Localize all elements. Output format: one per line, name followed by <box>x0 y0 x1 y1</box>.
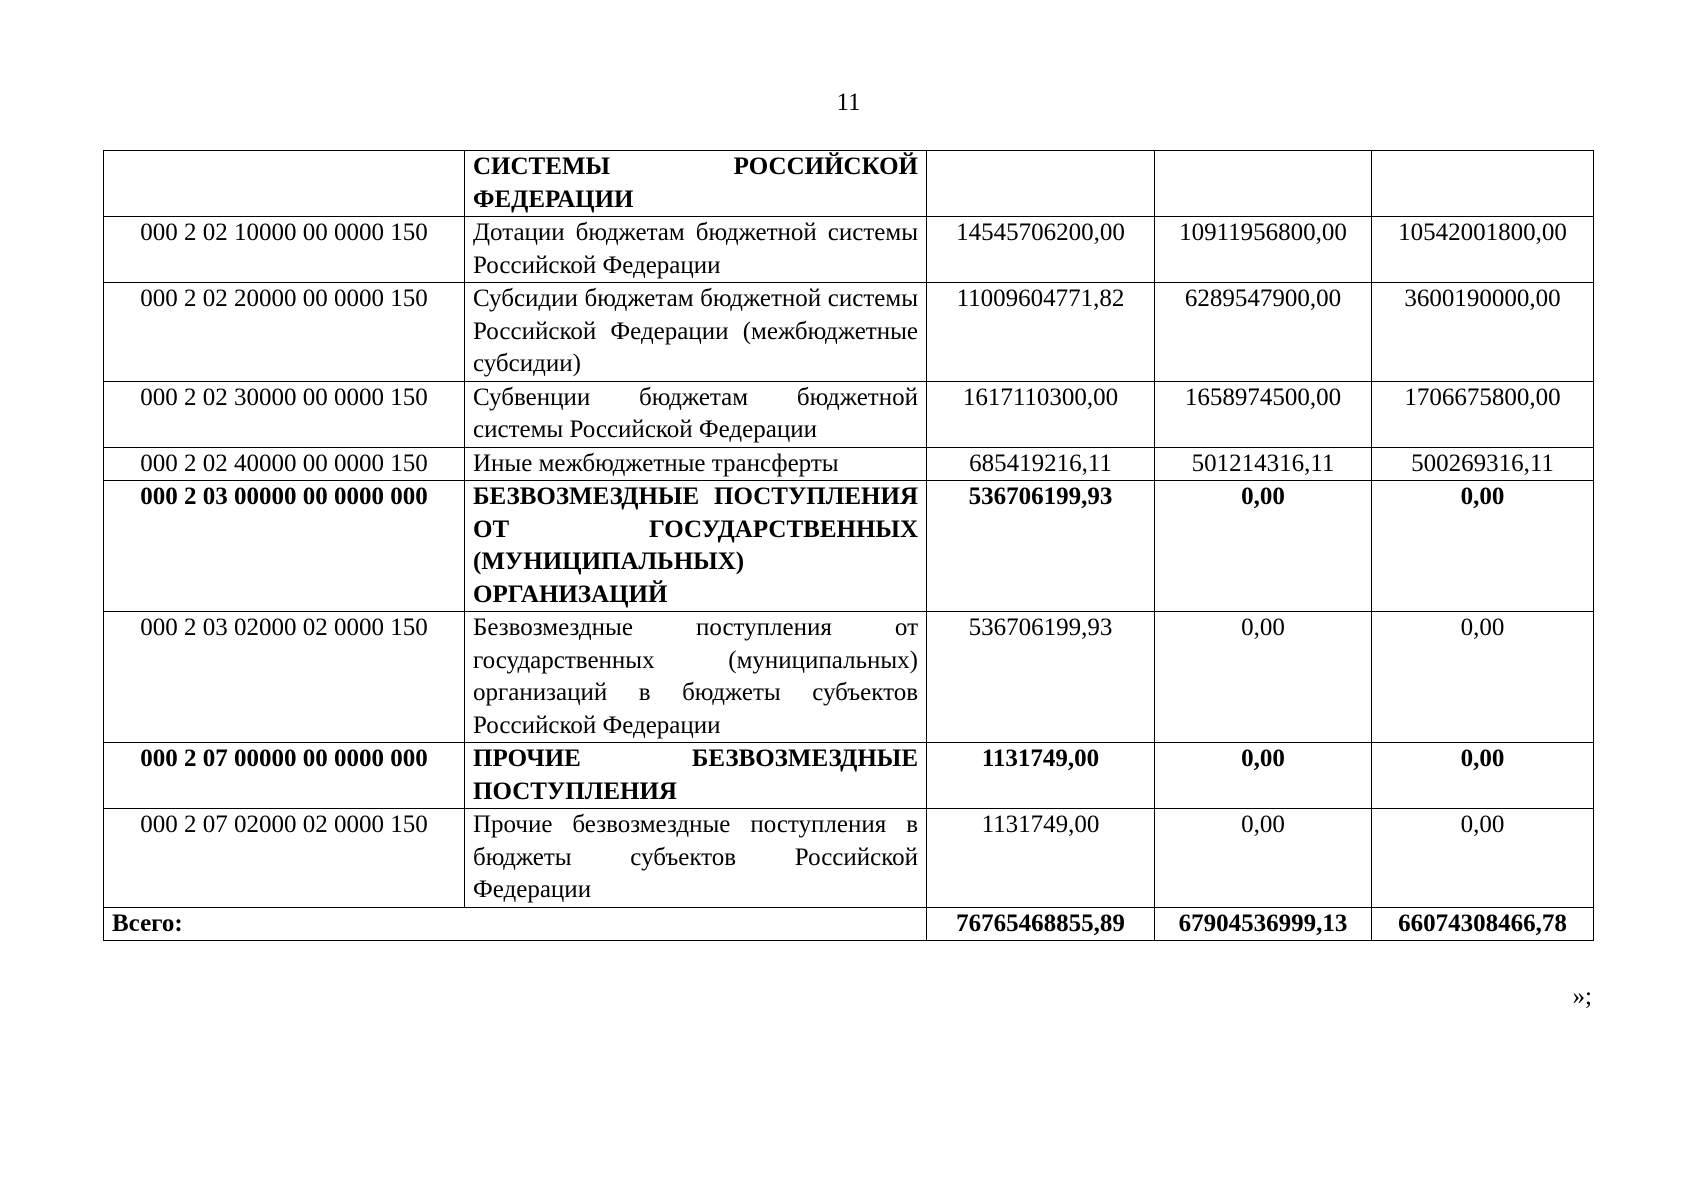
table-row <box>104 481 1594 612</box>
budget-code: 000 2 07 00000 00 0000 000 <box>104 743 465 809</box>
table-row <box>104 743 1594 809</box>
budget-code: 000 2 03 00000 00 0000 000 <box>104 481 465 612</box>
amount-year-1: 685419216,11 <box>927 447 1155 481</box>
amount-year-1: 1131749,00 <box>927 743 1155 809</box>
revenue-name: Иные межбюджетные трансферты <box>465 447 927 481</box>
amount-year-1: 1617110300,00 <box>927 381 1155 447</box>
total-year-2: 67904536999,13 <box>1155 907 1372 941</box>
amount-year-2: 1658974500,00 <box>1155 381 1372 447</box>
budget-code: 000 2 02 40000 00 0000 150 <box>104 447 465 481</box>
amount-year-1: 536706199,93 <box>927 481 1155 612</box>
amount-year-2: 0,00 <box>1155 481 1372 612</box>
amount-year-3: 0,00 <box>1372 481 1594 612</box>
budget-code: 000 2 07 02000 02 0000 150 <box>104 809 465 908</box>
budget-code: 000 2 03 02000 02 0000 150 <box>104 612 465 743</box>
closing-quote-mark: »; <box>1572 983 1592 1010</box>
budget-code <box>104 151 465 217</box>
total-row <box>104 907 1594 941</box>
amount-year-3: 3600190000,00 <box>1372 283 1594 382</box>
total-label: Всего: <box>104 907 927 941</box>
table-row <box>104 809 1594 908</box>
amount-year-2: 0,00 <box>1155 612 1372 743</box>
amount-year-1: 536706199,93 <box>927 612 1155 743</box>
page-number: 11 <box>836 89 861 116</box>
amount-year-3: 500269316,11 <box>1372 447 1594 481</box>
budget-revenue-table <box>103 150 1594 941</box>
amount-year-1: 11009604771,82 <box>927 283 1155 382</box>
amount-year-1: 14545706200,00 <box>927 217 1155 283</box>
amount-year-3: 0,00 <box>1372 809 1594 908</box>
amount-year-2: 10911956800,00 <box>1155 217 1372 283</box>
amount-year-2: 0,00 <box>1155 743 1372 809</box>
table-row <box>104 151 1594 217</box>
amount-year-3: 10542001800,00 <box>1372 217 1594 283</box>
budget-code: 000 2 02 20000 00 0000 150 <box>104 283 465 382</box>
total-year-1: 76765468855,89 <box>927 907 1155 941</box>
revenue-name: СИСТЕМЫ РОССИЙСКОЙ ФЕДЕРАЦИИ <box>465 151 927 217</box>
budget-code: 000 2 02 10000 00 0000 150 <box>104 217 465 283</box>
revenue-name: Прочие безвозмездные поступления в бюджеты субъектов Российской Федерации <box>465 809 927 908</box>
revenue-name: Субсидии бюджетам бюджетной системы Российской Федерации (межбюджетные субсидии) <box>465 283 927 382</box>
table-row <box>104 447 1594 481</box>
amount-year-3: 0,00 <box>1372 612 1594 743</box>
revenue-name: Субвенции бюджетам бюджетной системы Российской Федерации <box>465 381 927 447</box>
table-row <box>104 283 1594 382</box>
amount-year-2 <box>1155 151 1372 217</box>
revenue-name: ПРОЧИЕ БЕЗВОЗМЕЗДНЫЕ ПОСТУПЛЕНИЯ <box>465 743 927 809</box>
amount-year-3: 0,00 <box>1372 743 1594 809</box>
amount-year-1 <box>927 151 1155 217</box>
table-row <box>104 381 1594 447</box>
amount-year-3: 1706675800,00 <box>1372 381 1594 447</box>
table-row <box>104 612 1594 743</box>
revenue-name: Дотации бюджетам бюджетной системы Российской Федерации <box>465 217 927 283</box>
table-row <box>104 217 1594 283</box>
budget-code: 000 2 02 30000 00 0000 150 <box>104 381 465 447</box>
amount-year-2: 0,00 <box>1155 809 1372 908</box>
amount-year-1: 1131749,00 <box>927 809 1155 908</box>
amount-year-2: 501214316,11 <box>1155 447 1372 481</box>
amount-year-3 <box>1372 151 1594 217</box>
revenue-name: Безвозмездные поступления от государственных (муниципальных) организаций в бюджеты субъектов Российской Федерации <box>465 612 927 743</box>
amount-year-2: 6289547900,00 <box>1155 283 1372 382</box>
total-year-3: 66074308466,78 <box>1372 907 1594 941</box>
revenue-name: БЕЗВОЗМЕЗДНЫЕ ПОСТУПЛЕНИЯ ОТ ГОСУДАРСТВЕННЫХ (МУНИЦИПАЛЬНЫХ) ОРГАНИЗАЦИЙ <box>465 481 927 612</box>
